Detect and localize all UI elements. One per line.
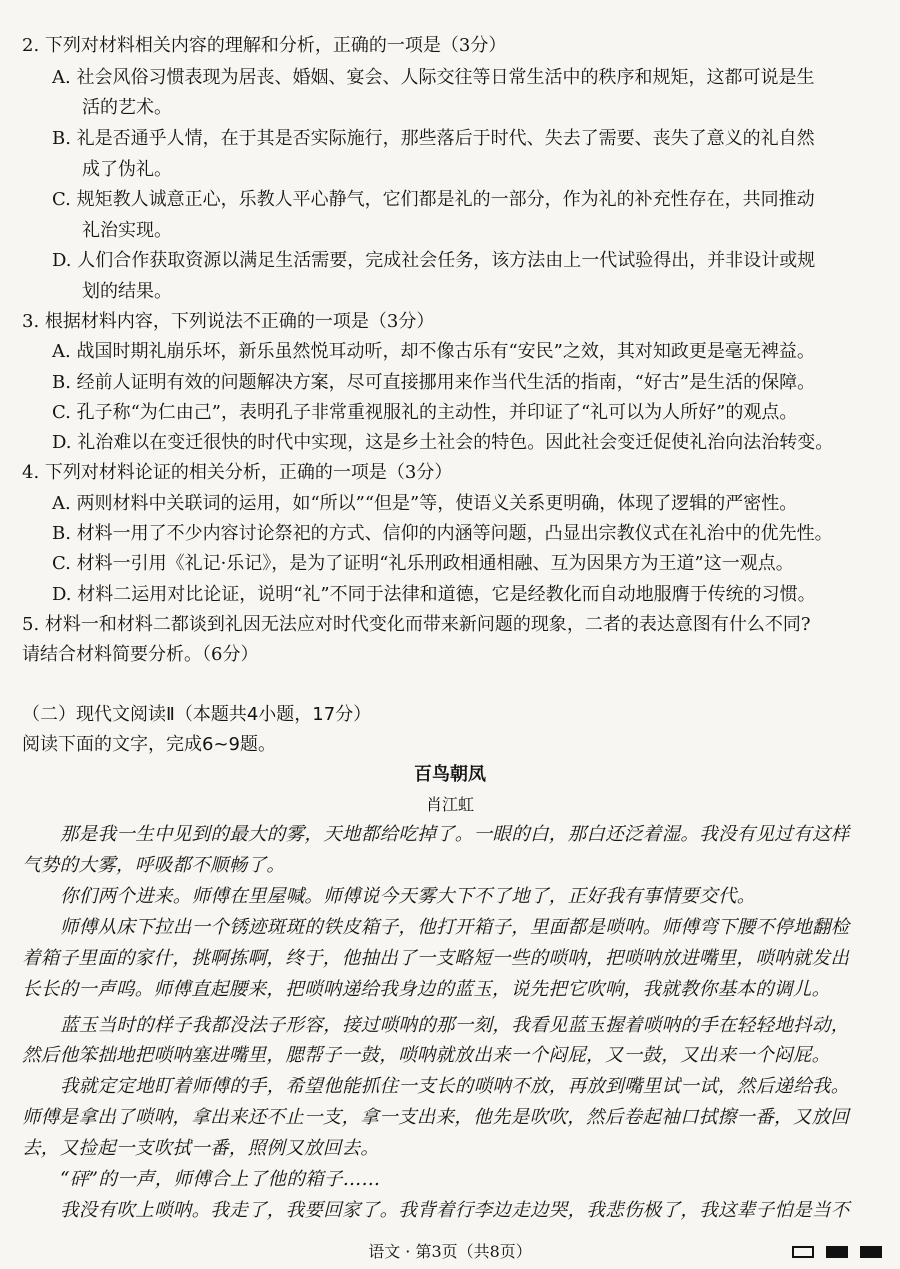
q5-stem: 5. 材料一和材料二都谈到礼因无法应对时代变化而带来新问题的现象，二者的表达意图有什么不同? — [22, 614, 811, 635]
q3-option-b: B. 经前人证明有效的问题解决方案，尽可直接挪用来作当代生活的指南，“好古”是生活的保障。 — [52, 372, 816, 393]
q3-stem: 3. 根据材料内容，下列说法不正确的一项是（3分） — [22, 311, 435, 332]
story-line: 然后他笨拙地把唢呐塞进嘴里，腮帮子一鼓，唢呐就放出来一个闷屁，又一鼓，又出来一个闷屁。 — [22, 1045, 831, 1066]
story-line: 气势的大雾，呼吸都不顺畅了。 — [22, 855, 286, 876]
story-line: 我就定定地盯着师傅的手，希望他能抓住一支长的唢呐不放，再放到嘴里试一试，然后递给我。 — [60, 1076, 850, 1097]
q2-option-d-cont: 划的结果。 — [82, 281, 172, 302]
story-line: 师傅从床下拉出一个锈迹斑斑的铁皮箱子，他打开箱子，里面都是唢呐。师傅弯下腰不停地翻检 — [60, 917, 850, 938]
q2-option-a-cont: 活的艺术。 — [82, 97, 172, 118]
q2-option-c: C. 规矩教人诚意正心，乐教人平心静气，它们都是礼的一部分，作为礼的补充性存在，共同推动 — [52, 189, 815, 210]
story-title: 百鸟朝凤 — [414, 764, 486, 785]
q2-option-d: D. 人们合作获取资源以满足生活需要，完成社会任务，该方法由上一代试验得出，并非设计或规 — [52, 250, 816, 271]
q4-option-c: C. 材料一引用《礼记·乐记》，是为了证明“礼乐刑政相通相融、互为因果方为王道”这一观点。 — [52, 553, 794, 574]
page-footer: 语文 · 第3页（共8页） — [368, 1242, 532, 1261]
story-line: 你们两个进来。师傅在里屋喊。师傅说今天雾大下不了地了，正好我有事情要交代。 — [60, 886, 756, 907]
q3-option-c: C. 孔子称“为仁由己”，表明孔子非常重视服礼的主动性，并印证了“礼可以为人所好”的观点。 — [52, 402, 798, 423]
solid-square-mark — [826, 1246, 848, 1258]
story-author: 肖江虹 — [425, 795, 474, 814]
q2-option-b: B. 礼是否通乎人情，在于其是否实际施行，那些落后于时代、失去了需要、丧失了意义的礼自然 — [52, 128, 815, 149]
q2-option-b-cont: 成了伪礼。 — [82, 159, 172, 180]
q4-option-d: D. 材料二运用对比论证，说明“礼”不同于法律和道德，它是经教化而自动地服膺于传统的习惯。 — [52, 584, 816, 605]
q2-option-a: A. 社会风俗习惯表现为居丧、婚姻、宴会、人际交往等日常生活中的秩序和规矩，这都可说是生 — [52, 67, 815, 88]
story-line: 长长的一声呜。师傅直起腰来，把唢呐递给我身边的蓝玉，说先把它吹响，我就教你基本的调儿。 — [22, 979, 831, 1000]
q3-option-d: D. 礼治难以在变迁很快的时代中实现，这是乡土社会的特色。因此社会变迁促使礼治向法治转变。 — [52, 432, 834, 453]
section-heading: （二）现代文阅读Ⅱ（本题共4小题，17分） — [22, 704, 372, 725]
story-line: 去，又捡起一支吹拭一番，照例又放回去。 — [22, 1138, 380, 1159]
q4-option-b: B. 材料一用了不少内容讨论祭祀的方式、信仰的内涵等问题，凸显出宗教仪式在礼治中的优先性。 — [52, 523, 833, 544]
scan-registration-marks — [792, 1246, 882, 1258]
q3-option-a: A. 战国时期礼崩乐坏，新乐虽然悦耳动听，却不像古乐有“安民”之效，其对知政更是毫无裨益。 — [52, 341, 815, 362]
story-line: 那是我一生中见到的最大的雾，天地都给吃掉了。一眼的白，那白还泛着湿。我没有见过有这样 — [60, 824, 850, 845]
story-line: “砰”的一声，师傅合上了他的箱子…… — [60, 1169, 381, 1190]
story-line: 着箱子里面的家什，挑啊拣啊，终于，他抽出了一支略短一些的唢呐，把唢呐放进嘴里，唢呐就发出 — [22, 948, 850, 969]
q5-stem-cont: 请结合材料简要分析。（6分） — [22, 644, 259, 665]
story-line: 蓝玉当时的样子我都没法子形容，接过唢呐的那一刻，我看见蓝玉握着唢呐的手在轻轻地抖动， — [60, 1015, 850, 1036]
q2-option-c-cont: 礼治实现。 — [82, 220, 172, 241]
section-instruction: 阅读下面的文字，完成6~9题。 — [22, 734, 276, 755]
q4-stem: 4. 下列对材料论证的相关分析，正确的一项是（3分） — [22, 462, 453, 483]
story-line: 师傅是拿出了唢呐，拿出来还不止一支，拿一支出来，他先是吹吹，然后卷起袖口拭擦一番，又放回 — [22, 1107, 850, 1128]
hollow-square-mark — [792, 1246, 814, 1258]
solid-square-mark — [860, 1246, 882, 1258]
story-line: 我没有吹上唢呐。我走了，我要回家了。我背着行李边走边哭，我悲伤极了，我这辈子怕是当不 — [60, 1200, 850, 1221]
q2-stem: 2. 下列对材料相关内容的理解和分析，正确的一项是（3分） — [22, 35, 507, 56]
q4-option-a: A. 两则材料中关联词的运用，如“所以”“但是”等，使语义关系更明确，体现了逻辑的严密性。 — [52, 493, 798, 514]
